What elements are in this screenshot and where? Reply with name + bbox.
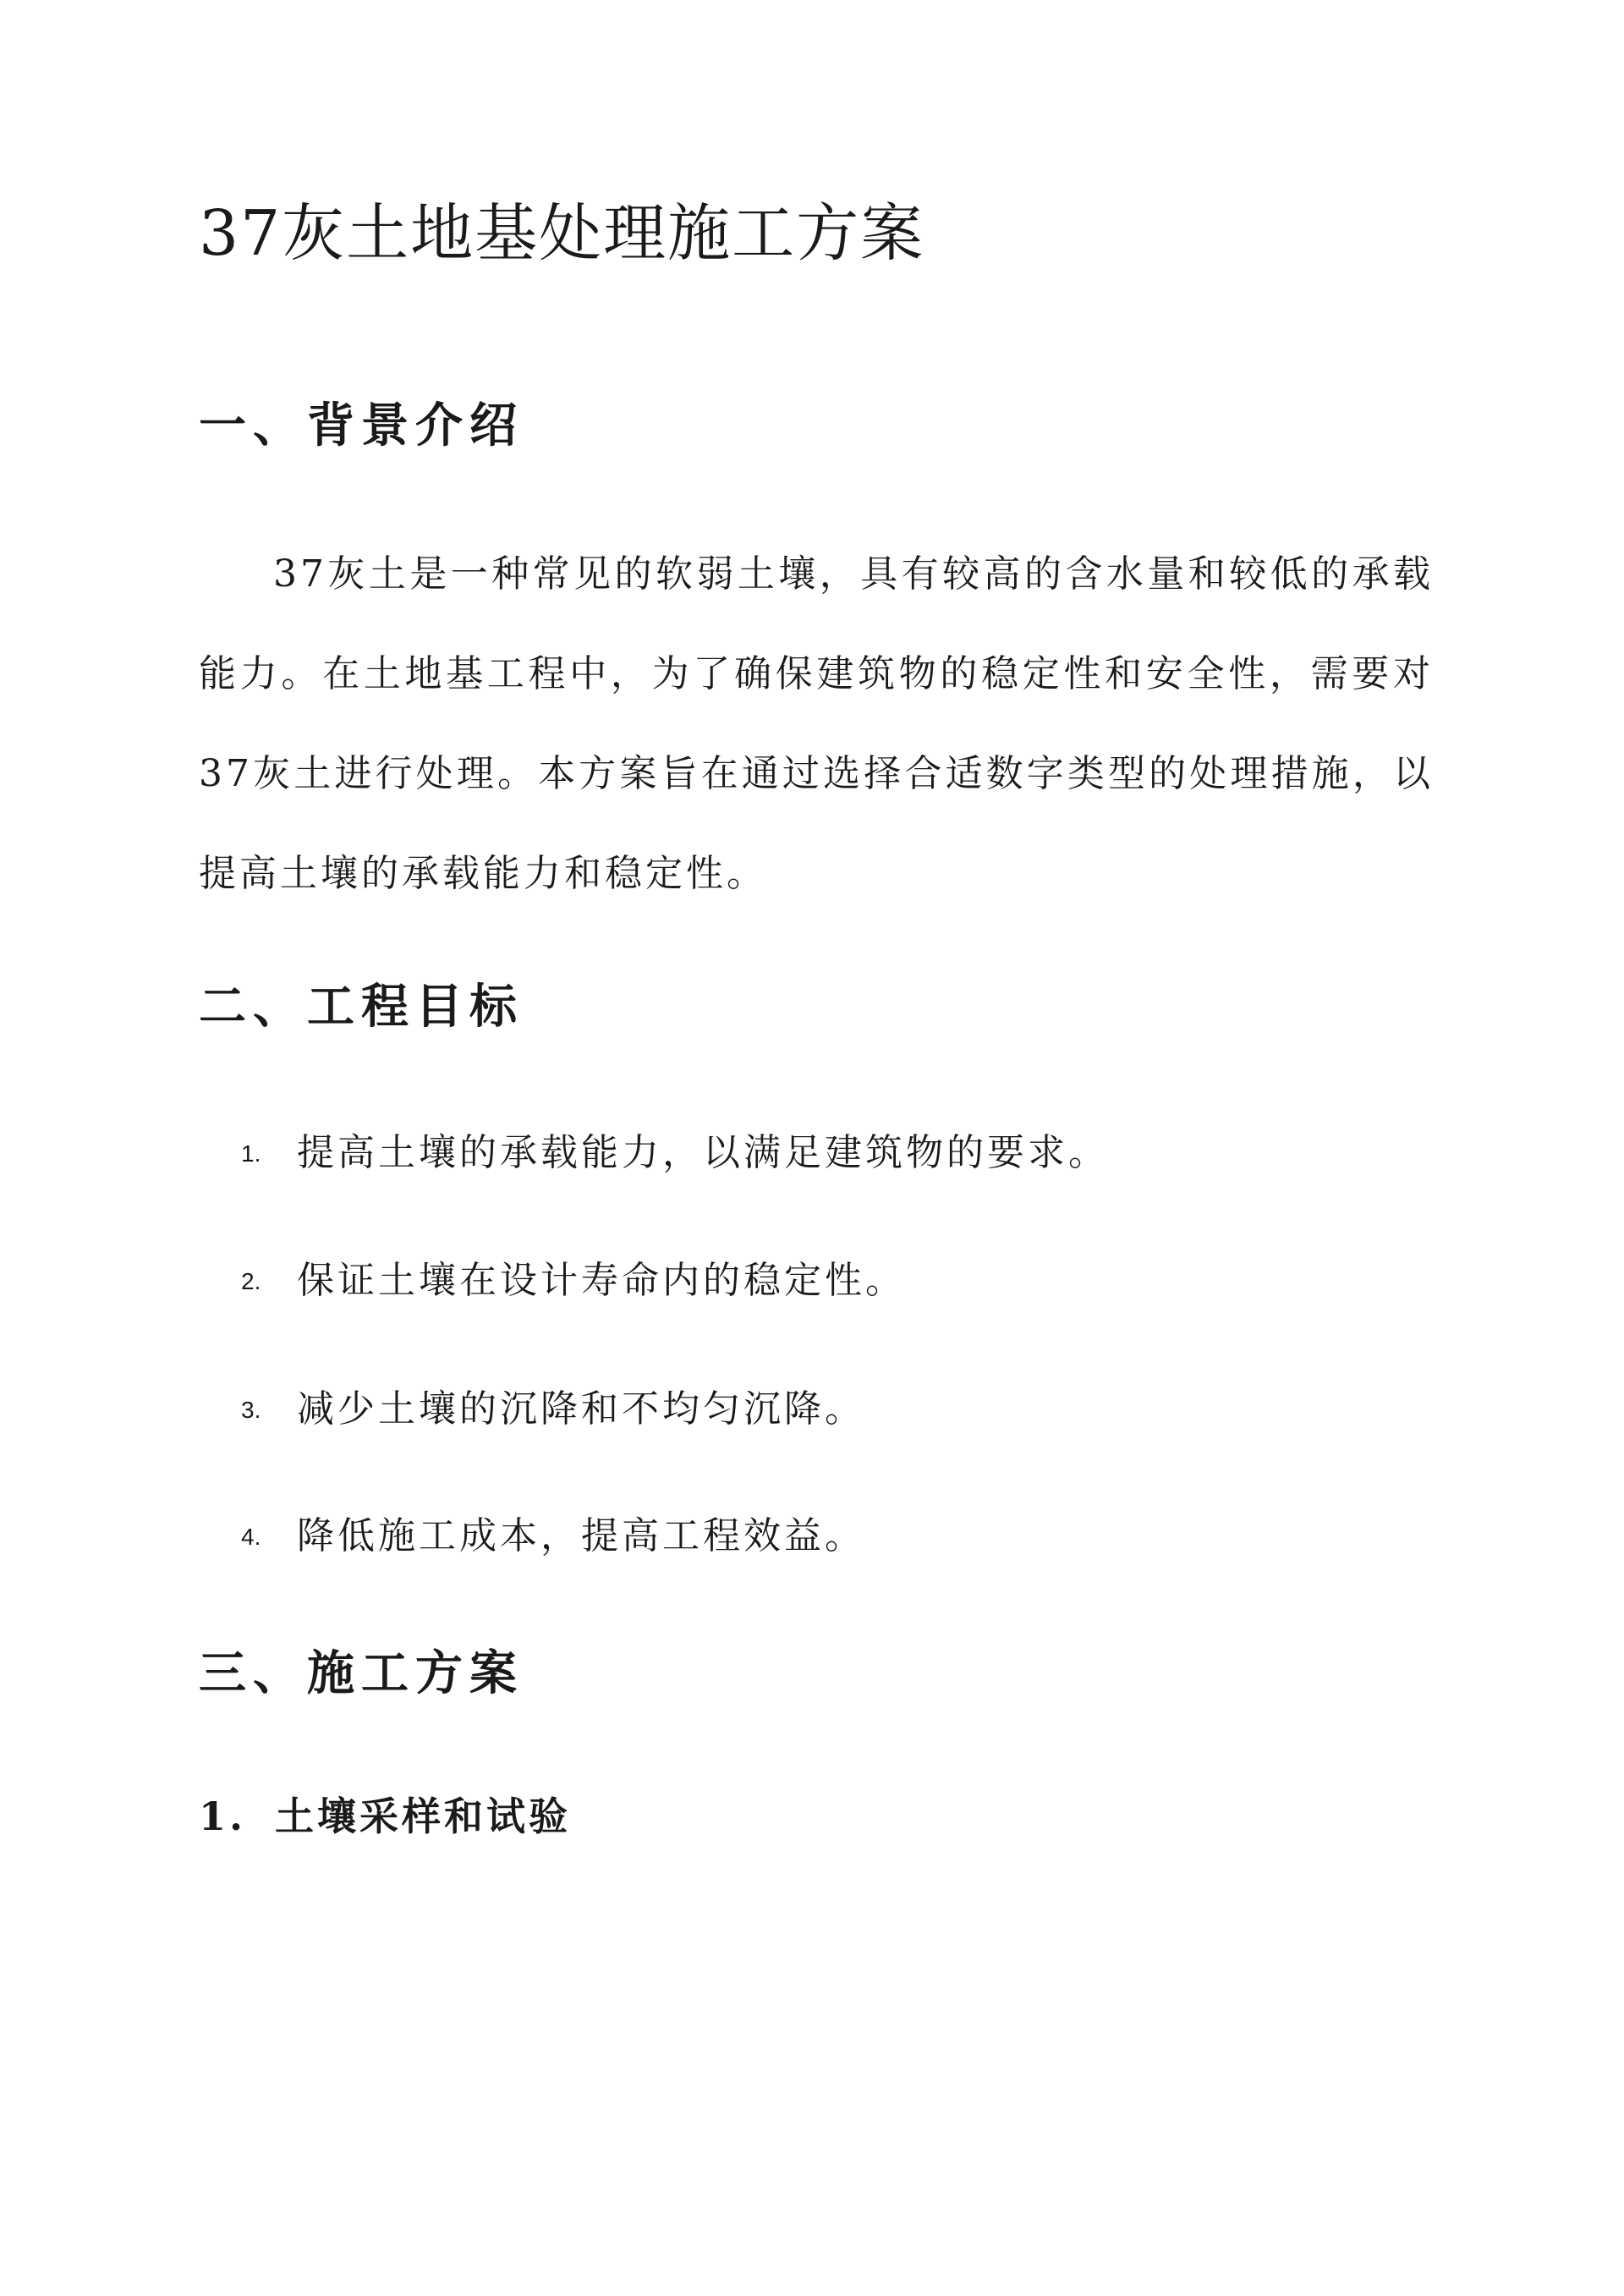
background-paragraph: 37灰土是一种常见的软弱土壤，具有较高的含水量和较低的承载能力。在土地基工程中，为了确保建筑物的稳定性和安全性，需要对37灰土进行处理。本方案旨在通过选择合适数字类型的处理措施，以提高土壤的承载能力和稳定性。	[199, 552, 1434, 895]
goal-number: 1.	[241, 1140, 261, 1167]
goal-text: 减少土壤的沉降和不均匀沉降。	[297, 1387, 865, 1431]
goal-list-item	[241, 1514, 865, 1559]
goal-list-item	[241, 1387, 865, 1432]
goal-number: 2.	[241, 1267, 261, 1294]
document-title: 37灰土地基处理施工方案	[199, 197, 925, 270]
subsection-number: 1.	[199, 1793, 247, 1839]
goal-number: 4.	[241, 1523, 261, 1550]
section-heading-background: 一、背景介绍	[199, 398, 524, 453]
section-heading-plan: 三、施工方案	[199, 1645, 524, 1701]
subsection-title: 土壤采样和试验	[275, 1793, 571, 1839]
goal-text: 提高土壤的承载能力，以满足建筑物的要求。	[297, 1131, 1109, 1174]
goal-text: 保证土壤在设计寿命内的稳定性。	[297, 1259, 906, 1302]
goal-number: 3.	[241, 1396, 261, 1423]
goal-list-item	[241, 1131, 1109, 1176]
section-heading-goals: 二、工程目标	[199, 979, 524, 1035]
goal-list-item	[241, 1259, 906, 1304]
goal-text: 降低施工成本，提高工程效益。	[297, 1514, 865, 1557]
subsection-heading	[199, 1793, 571, 1840]
